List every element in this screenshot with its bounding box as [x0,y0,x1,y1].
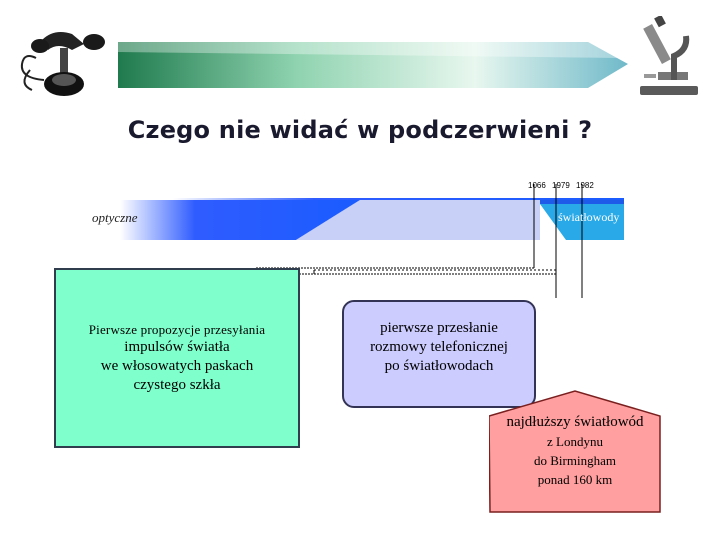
band-label-optyczne: optyczne [92,210,138,225]
telephone-icon [14,20,124,102]
box-text: we włosowatych paskach [100,358,254,374]
box-text: rozmowy telefonicznej [370,339,508,355]
box-text: impulsów światła [124,339,230,355]
info-box-proposals [54,268,300,448]
box-text: po światłowodach [384,358,494,374]
year-label: 1066 [528,181,546,190]
band-label-swiatlowody: światłowody [558,210,620,224]
page-title: Czego nie widać w podczerwieni ? [127,116,593,144]
box-text: z Londynu [547,434,603,449]
box-text: pierwsze przesłanie [380,320,498,336]
box-text: czystego szkła [133,377,221,393]
year-label: 1982 [576,181,594,190]
box3-text [489,413,661,489]
box-text: do Birmingham [534,453,616,468]
box-text: ponad 160 km [537,472,613,487]
year-label: 1979 [552,181,570,190]
box-text: Pierwsze propozycje przesyłania [88,322,266,337]
box-text: najdłuższy światłowód [506,414,644,430]
microscope-icon [630,16,706,98]
header-banner [118,42,628,88]
